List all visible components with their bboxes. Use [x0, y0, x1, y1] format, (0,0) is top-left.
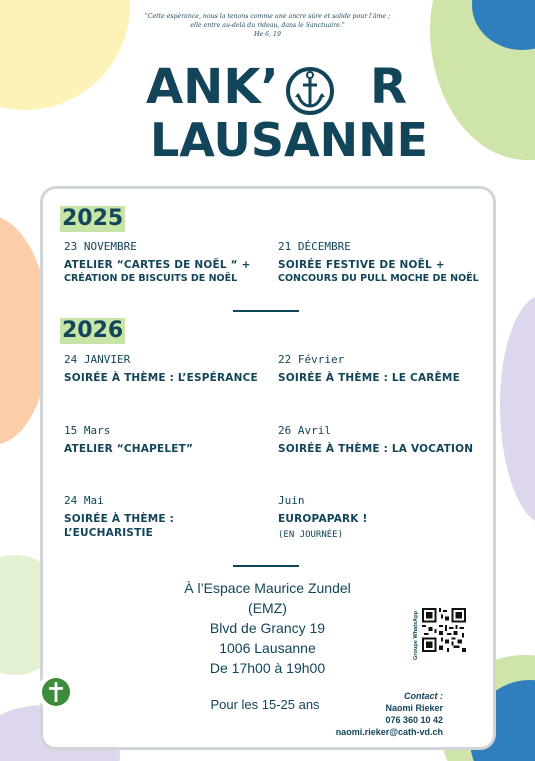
event-title: ATELIER “CHAPELET” — [64, 443, 194, 455]
event-24-mai — [64, 494, 264, 540]
church-logo-icon — [36, 672, 76, 712]
contact-info — [315, 690, 443, 738]
event-date: 23 NOVEMBRE — [64, 240, 137, 253]
contact-name: Naomi Rieker — [385, 703, 443, 713]
event-21-decembre — [278, 240, 488, 285]
venue-line-5: De 17h00 à 19h00 — [209, 660, 326, 676]
event-date: 15 Mars — [64, 424, 111, 437]
event-date: 21 DÉCEMBRE — [278, 240, 351, 253]
qr-label-text: Groupe WhatsApp — [413, 610, 419, 660]
event-date: 26 Avril — [278, 424, 331, 437]
venue-line-3: Blvd de Grancy 19 — [209, 620, 326, 636]
event-subtitle: CRÉATION DE BISCUITS DE NOËL — [64, 273, 238, 284]
event-22-fevrier — [278, 353, 488, 385]
event-title: SOIRÉE FESTIVE DE NOËL + — [278, 259, 445, 271]
blob-purple-right — [500, 295, 535, 525]
quote-line-2: elle entre au-delà du rideau, dans le Sanctuaire." — [190, 22, 345, 29]
event-title: ATELIER “CARTES DE NOËL “ + — [64, 259, 251, 271]
event-juin — [278, 494, 488, 542]
event-title: SOIRÉE À THÈME : LA VOCATION — [278, 443, 474, 455]
title-part-2: R — [370, 59, 407, 115]
bible-quote — [120, 12, 415, 39]
event-23-novembre — [64, 240, 264, 285]
quote-line-1: "Cette espérance, nous la tenons comme une ancre sûre et solide pour l'âme ; — [144, 13, 391, 20]
event-subtitle: CONCOURS DU PULL MOCHE DE NOËL — [278, 273, 479, 284]
event-title: EUROPAPARK ! — [278, 513, 368, 525]
title-lausanne: LAUSANNE — [150, 113, 428, 167]
anchor-icon — [285, 64, 335, 116]
event-title: SOIRÉE À THÈME : LE CARÊME — [278, 372, 460, 384]
event-date: Juin — [278, 494, 305, 507]
qr-code-icon[interactable] — [422, 608, 466, 652]
title-part-1: ANK’ — [146, 59, 279, 115]
event-date: 24 Mai — [64, 494, 104, 507]
event-15-mars — [64, 424, 264, 456]
year-2025: 2025 — [62, 206, 124, 231]
event-note: (EN JOURNÉE) — [278, 530, 344, 540]
event-title: SOIRÉE À THÈME : L’EUCHARISTIE — [64, 513, 175, 539]
quote-reference: He 6, 19 — [254, 31, 281, 38]
contact-heading: Contact : — [404, 691, 443, 701]
event-26-avril — [278, 424, 488, 456]
event-24-janvier — [64, 353, 264, 385]
contact-email[interactable]: naomi.rieker@cath-vd.ch — [335, 727, 443, 737]
audience-text: Pour les 15-25 ans — [210, 697, 320, 712]
divider — [233, 565, 299, 567]
contact-phone[interactable]: 076 360 10 42 — [385, 715, 443, 725]
venue-line-4: 1006 Lausanne — [219, 640, 316, 656]
divider — [233, 310, 299, 312]
venue-line-2: (EMZ) — [248, 600, 287, 616]
event-date: 24 JANVIER — [64, 353, 131, 366]
event-date: 22 Février — [278, 353, 345, 366]
venue-line-1: À l’Espace Maurice Zundel — [184, 580, 351, 596]
venue-info — [165, 578, 370, 678]
blob-yellow-top-left — [0, 0, 130, 110]
qr-label — [410, 603, 420, 661]
event-title: SOIRÉE À THÈME : L’ESPÉRANCE — [64, 372, 258, 384]
year-2026: 2026 — [62, 318, 124, 343]
